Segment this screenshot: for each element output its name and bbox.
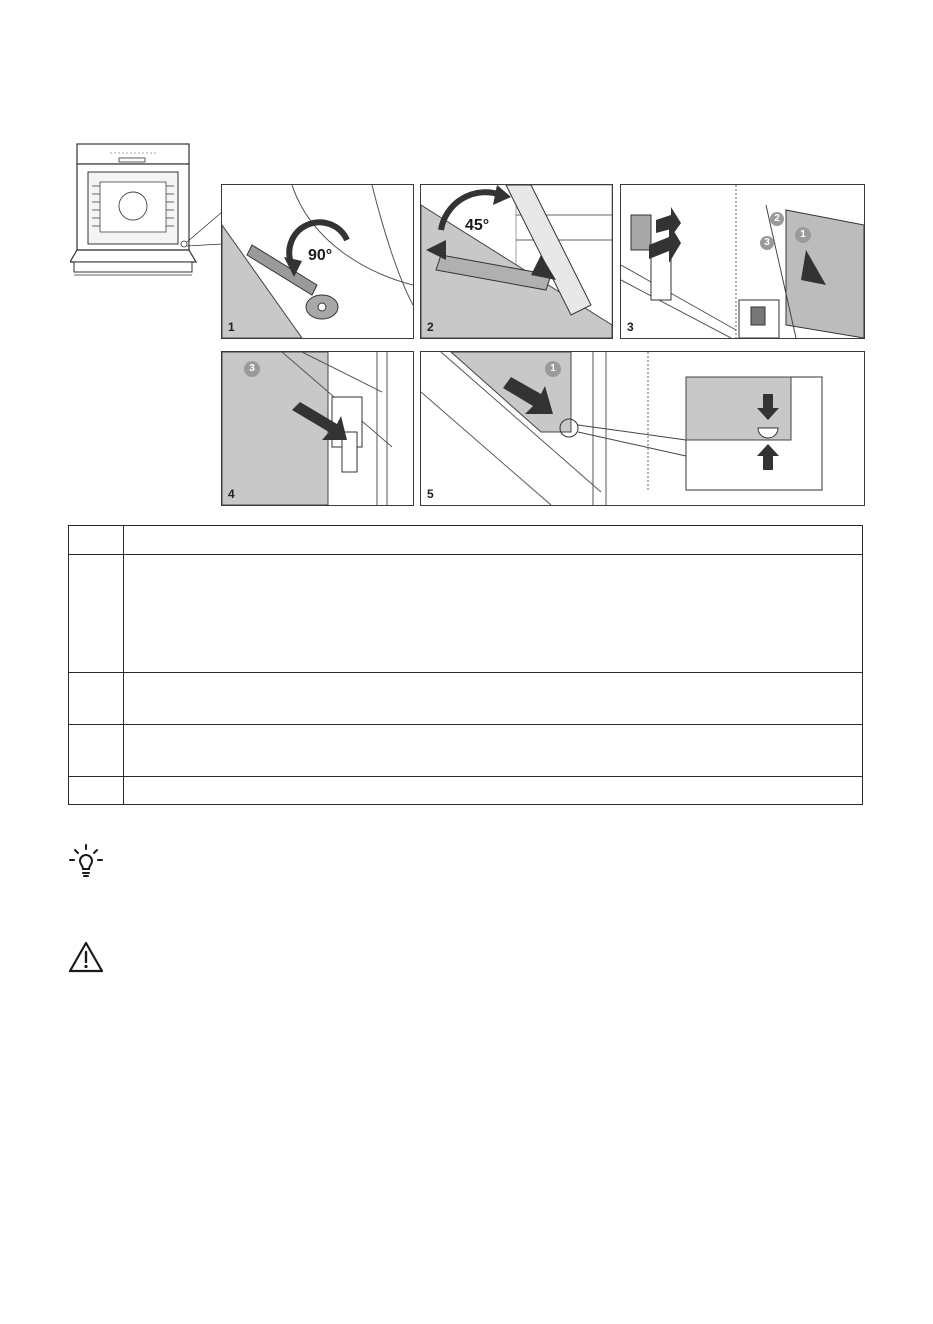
angle-label-90: 90° — [308, 247, 333, 264]
step-number: 1 — [228, 320, 235, 334]
step-4-panel — [221, 351, 414, 506]
step-1-panel — [221, 184, 414, 339]
table-cell-number — [69, 673, 124, 725]
callout-badge: 2 — [770, 212, 784, 226]
step-2-panel — [420, 184, 613, 339]
step-5-panel — [420, 351, 865, 506]
table-cell-number — [69, 555, 124, 673]
table-cell-text — [124, 555, 863, 673]
step-number: 4 — [228, 487, 235, 501]
table-cell-number — [69, 526, 124, 555]
callout-badge: 1 — [795, 227, 811, 243]
table-cell-number — [69, 777, 124, 805]
warning-triangle-icon — [68, 940, 104, 974]
callout-badge: 1 — [545, 361, 561, 377]
steps-table — [68, 525, 863, 805]
table-cell-number — [69, 725, 124, 777]
callout-badge: 3 — [760, 236, 774, 250]
table-row — [69, 673, 863, 725]
lightbulb-icon — [68, 843, 104, 879]
table-row — [69, 777, 863, 805]
step-number: 5 — [427, 487, 434, 501]
table-row — [69, 555, 863, 673]
angle-label-45: 45° — [465, 217, 490, 234]
step-number: 2 — [427, 320, 434, 334]
table-cell-text — [124, 725, 863, 777]
callout-badge: 3 — [244, 361, 260, 377]
oven-overview-illustration — [70, 140, 230, 290]
table-row — [69, 725, 863, 777]
step-3-panel — [620, 184, 865, 339]
table-cell-text — [124, 673, 863, 725]
table-cell-text — [124, 777, 863, 805]
table-row — [69, 526, 863, 555]
step-number: 3 — [627, 320, 634, 334]
table-cell-text — [124, 526, 863, 555]
